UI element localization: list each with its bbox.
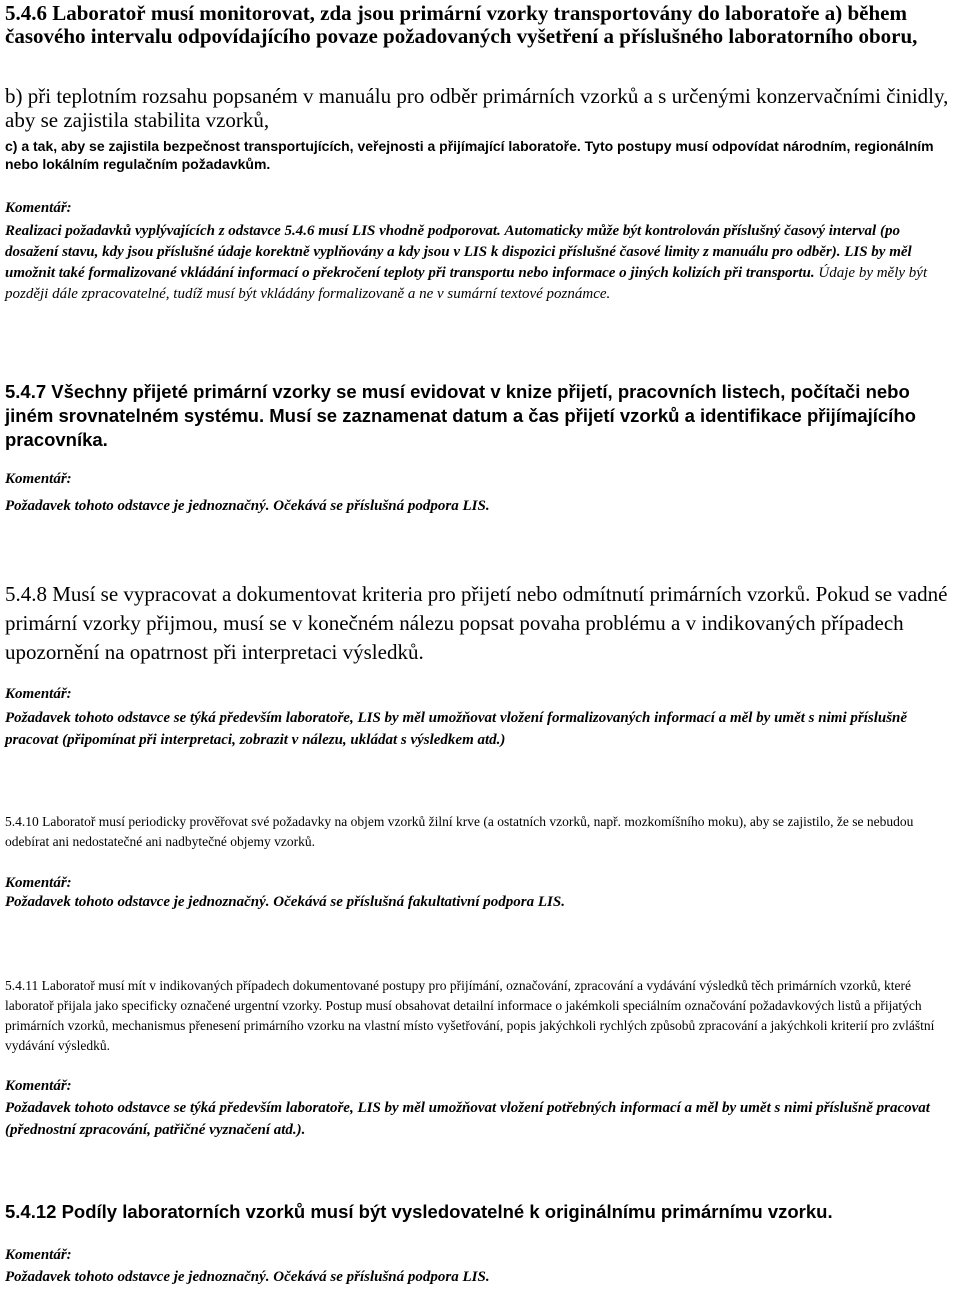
section-5-4-10: 5.4.10 Laboratoř musí periodicky prověřovat své požadavky na objem vzorků žilní krve (a ostatních vzorků, např. mozkomíšního moku), aby se zajistilo, že se nebudou odebírat ani nedostatečné ani nadbytečné objemy vzorků. <box>5 814 914 849</box>
comment-label: Komentář: <box>5 1247 72 1263</box>
section-5-4-12: 5.4.12 Podíly laboratorních vzorků musí být vysledovatelné k originálnímu primárnímu vzorku. <box>5 1201 833 1222</box>
section-5-4-8: 5.4.8 Musí se vypracovat a dokumentovat kriteria pro přijetí nebo odmítnutí primárních vzorků. Pokud se vadné primární vzorky přijmou, musí se v konečném nálezu popsat povaha problému a v indikovaných případech upozornění na opatrnost při interpretaci výsledků. <box>5 582 948 664</box>
comment-label: Komentář: <box>5 1078 72 1094</box>
comment-5-4-8: Požadavek tohoto odstavce se týká především laboratoře, LIS by měl umožňovat vložení formalizovaných informací a měl by umět s nimi příslušně pracovat (připomínat při interpretaci, zobrazit v nálezu, ukládat s výsledkem atd.) <box>5 710 908 748</box>
section-5-4-6-heading: 5.4.6 Laboratoř musí monitorovat, zda jsou primární vzorky transportovány do laboratoře a) během časového intervalu odpovídajícího povaze požadovaných vyšetření a příslušného laboratorního oboru, <box>5 1 918 48</box>
comment-5-4-6-part-2: Automaticky může být kontrolován příslušný časový interval (po dosažení stavu, kdy jsou příslušné údaje korektně vyplňovány a kdy jsou v LIS k dispozici příslušné časové limity z manuálu pro odběr). LIS by měl umožnit také formalizované vkládání informací o překročení teploty při transportu nebo informace o jiných kolizích při transportu. <box>5 223 912 281</box>
section-5-4-6-point-c: c) a tak, aby se zajistila bezpečnost transportujících, veřejnosti a přijímající laboratoře. Tyto postupy musí odpovídat národním, regionálním nebo lokálním regulačním požadavkům. <box>5 138 934 172</box>
comment-label: Komentář: <box>5 200 72 216</box>
comment-label: Komentář: <box>5 686 72 702</box>
comment-5-4-12: Požadavek tohoto odstavce je jednoznačný. Očekává se příslušná podpora LIS. <box>5 1269 490 1285</box>
comment-label: Komentář: <box>5 471 72 487</box>
comment-5-4-6-part-1: Realizaci požadavků vyplývajících z odstavce 5.4.6 musí LIS vhodně podporovat. <box>5 223 501 239</box>
comment-5-4-10: Požadavek tohoto odstavce je jednoznačný. Očekává se příslušná fakultativní podpora LIS. <box>5 894 565 910</box>
section-5-4-11: 5.4.11 Laboratoř musí mít v indikovaných případech dokumentované postupy pro přijímání, označování, zpracování a vydávání výsledků těch primárních vzorků, které laboratoř přijala jako specificky označené urgentní vzorky. Postup musí obsahovat detailní informace o jakémkoli speciálním označování požadavkových listů a přijatých primárních vzorků, mechanismus přenesení primárního vzorku na vlastní místo vyšetřování, popis jakýchkoli rychlých způsobů zpracování a jakýchkoli kriterií pro zvláštní vydávání výsledků. <box>5 978 935 1053</box>
section-5-4-6-point-b: b) při teplotním rozsahu popsaném v manuálu pro odběr primárních vzorků a s určenými konzervačními činidly, aby se zajistila stabilita vzorků, <box>5 84 949 132</box>
comment-label: Komentář: <box>5 875 72 891</box>
comment-5-4-6-part-3: Údaje by měly být později dále zpracovatelné, tudíž musí být vkládány formalizovaně a ne v sumární textové poznámce. <box>5 265 928 302</box>
comment-5-4-11: Požadavek tohoto odstavce se týká především laboratoře, LIS by měl umožňovat vložení potřebných informací a měl by umět s nimi příslušně pracovat (přednostní zpracování, patřičné vyznačení atd.). <box>5 1100 930 1138</box>
comment-5-4-6 <box>5 221 954 305</box>
section-5-4-7: 5.4.7 Všechny přijeté primární vzorky se musí evidovat v knize přijetí, pracovních listech, počítači nebo jiném srovnatelném systému. Musí se zaznamenat datum a čas přijetí vzorků a identifikace přijímajícího pracovníka. <box>5 381 916 450</box>
comment-5-4-7: Požadavek tohoto odstavce je jednoznačný. Očekává se příslušná podpora LIS. <box>5 498 490 514</box>
